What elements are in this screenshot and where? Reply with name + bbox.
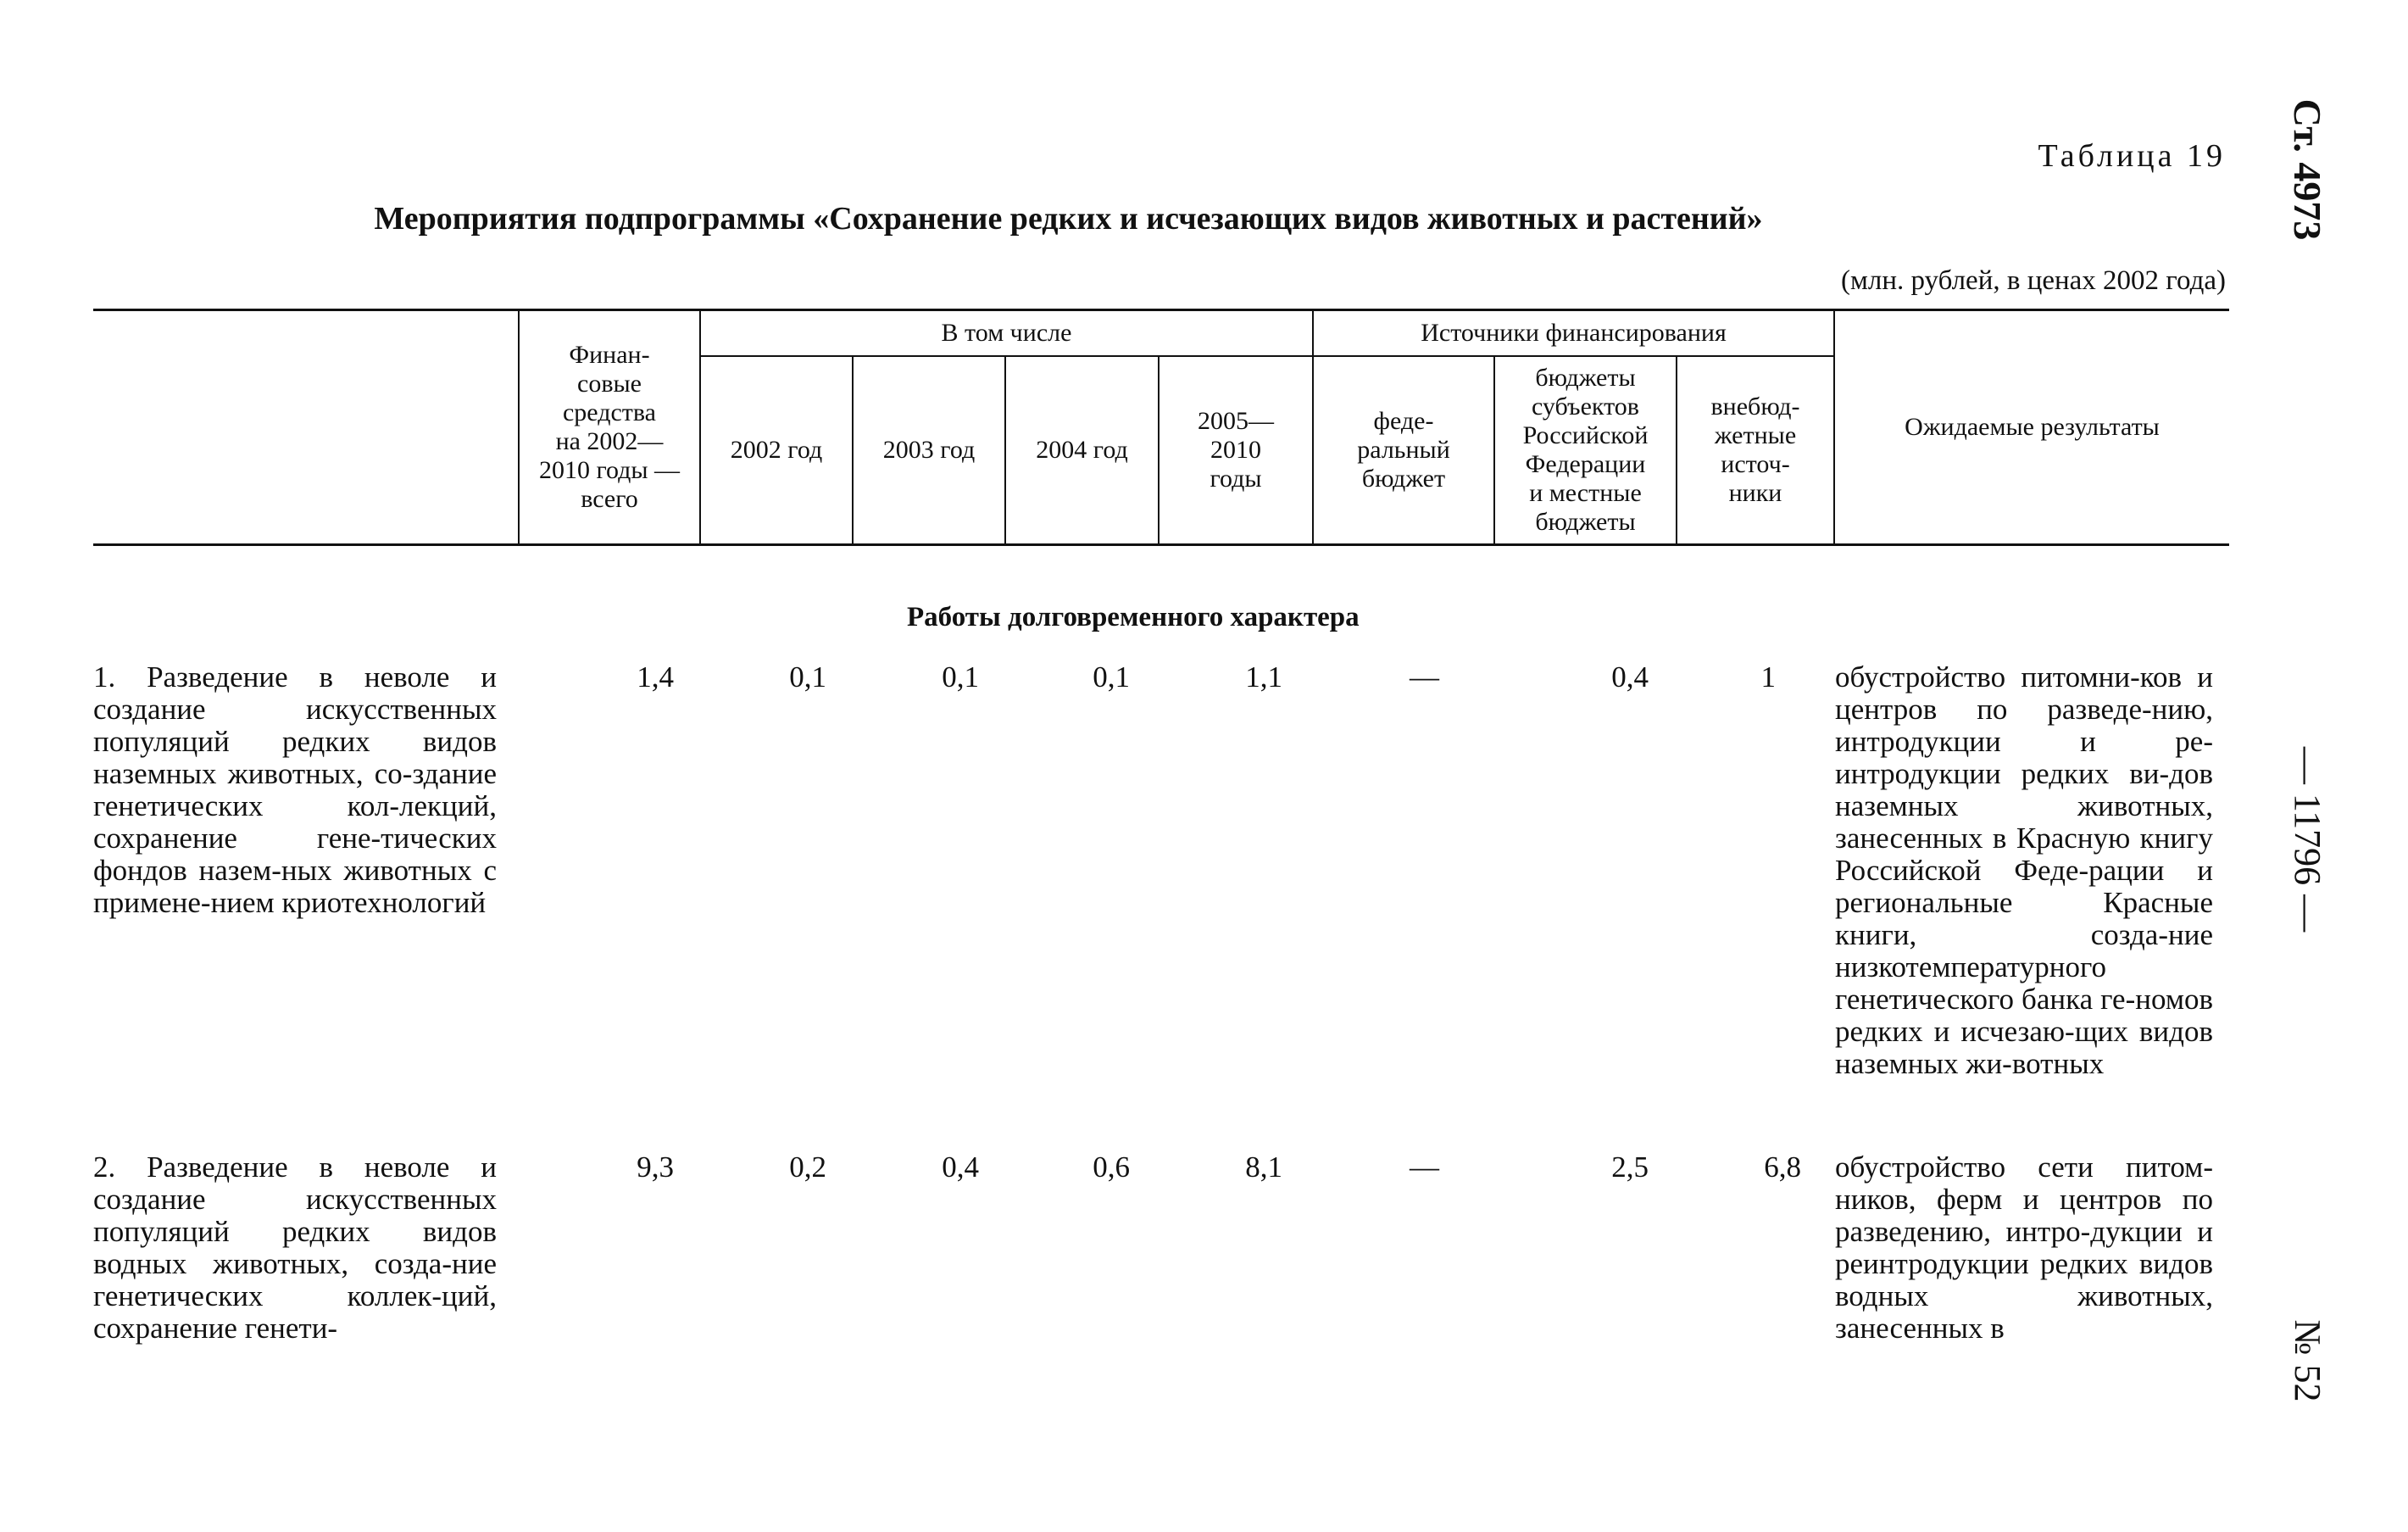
cell-2002: 0,2: [789, 1150, 826, 1184]
col-header-2003: 2003 год: [882, 436, 976, 464]
cell-2003: 0,1: [942, 660, 979, 694]
row-result: обустройство питомни-ков и центров по разведе-нию, интродукции и ре-интродукции редких ви-дов наземных животных, занесенных в Красную книгу Российской Феде-рации и региональные Красные книги, созда-ние низкотемпературного генетического банка ге-номов редких и исчезаю-щих видов наземных жи-вотных: [1835, 660, 2213, 1080]
row-description: 2. Разведение в неволе и создание искусственных популяций редких видов водных животных, созда-ние генетических коллек-ций, сохранение генети-: [93, 1150, 497, 1345]
cell-total: 9,3: [637, 1150, 674, 1184]
cell-2002: 0,1: [789, 660, 826, 694]
table-title-text: Мероприятия подпрограммы «Сохранение редких и исчезающих видов животных и растений»: [374, 201, 1763, 237]
col-header-extra: внебюд- жетные источ- ники: [1710, 393, 1800, 507]
col-group-sources: Источники финансирования: [1421, 318, 1727, 347]
table-label: Таблица 19: [2038, 138, 2226, 174]
units-note: (млн. рублей, в ценах 2002 года): [1840, 265, 2226, 296]
cell-federal: —: [1410, 1150, 1439, 1184]
cell-extra: 1: [1760, 660, 1776, 694]
row-description: 1. Разведение в неволе и создание искусственных популяций редких видов наземных животных, со-здание генетических кол-лекций, сохранение гене-тических фондов назем-ных животных с примене-нием криотехнологий: [93, 660, 497, 919]
col-header-regional: бюджеты субъектов Российской Федерации и местные бюджеты: [1522, 364, 1649, 536]
table-title: [0, 200, 2408, 237]
col-header-2005-2010: 2005— 2010 годы: [1198, 407, 1274, 493]
col-header-2002: 2002 год: [730, 436, 823, 464]
cell-regional: 2,5: [1611, 1150, 1649, 1184]
margin-article-number: Ст. 4973: [2286, 98, 2329, 241]
cell-2005-2010: 8,1: [1245, 1150, 1282, 1184]
cell-2005-2010: 1,1: [1245, 660, 1282, 694]
margin-page-number: — 11796 —: [2287, 746, 2328, 933]
cell-regional: 0,4: [1611, 660, 1649, 694]
cell-federal: —: [1410, 660, 1439, 694]
cell-total: 1,4: [637, 660, 674, 694]
section-title: Работы долговременного характера: [907, 602, 1360, 632]
col-group-years: В том числе: [941, 318, 1072, 347]
header-bottom-rule: [93, 543, 2229, 546]
cell-2004: 0,1: [1093, 660, 1130, 694]
row-result: обустройство сети питом-ников, ферм и центров по разведению, интро-дукции и реинтродукции редких видов водных животных, занесенных в: [1835, 1150, 2213, 1345]
cell-2004: 0,6: [1093, 1150, 1130, 1184]
col-header-federal: феде- ральный бюджет: [1357, 407, 1450, 493]
cell-extra: 6,8: [1764, 1150, 1801, 1184]
col-header-results: Ожидаемые результаты: [1905, 412, 2160, 441]
col-header-2004: 2004 год: [1036, 436, 1128, 464]
margin-issue-number: № 52: [2287, 1319, 2328, 1402]
cell-2003: 0,4: [942, 1150, 979, 1184]
col-header-total: Финан- совые средства на 2002— 2010 годы — всего: [538, 340, 681, 513]
